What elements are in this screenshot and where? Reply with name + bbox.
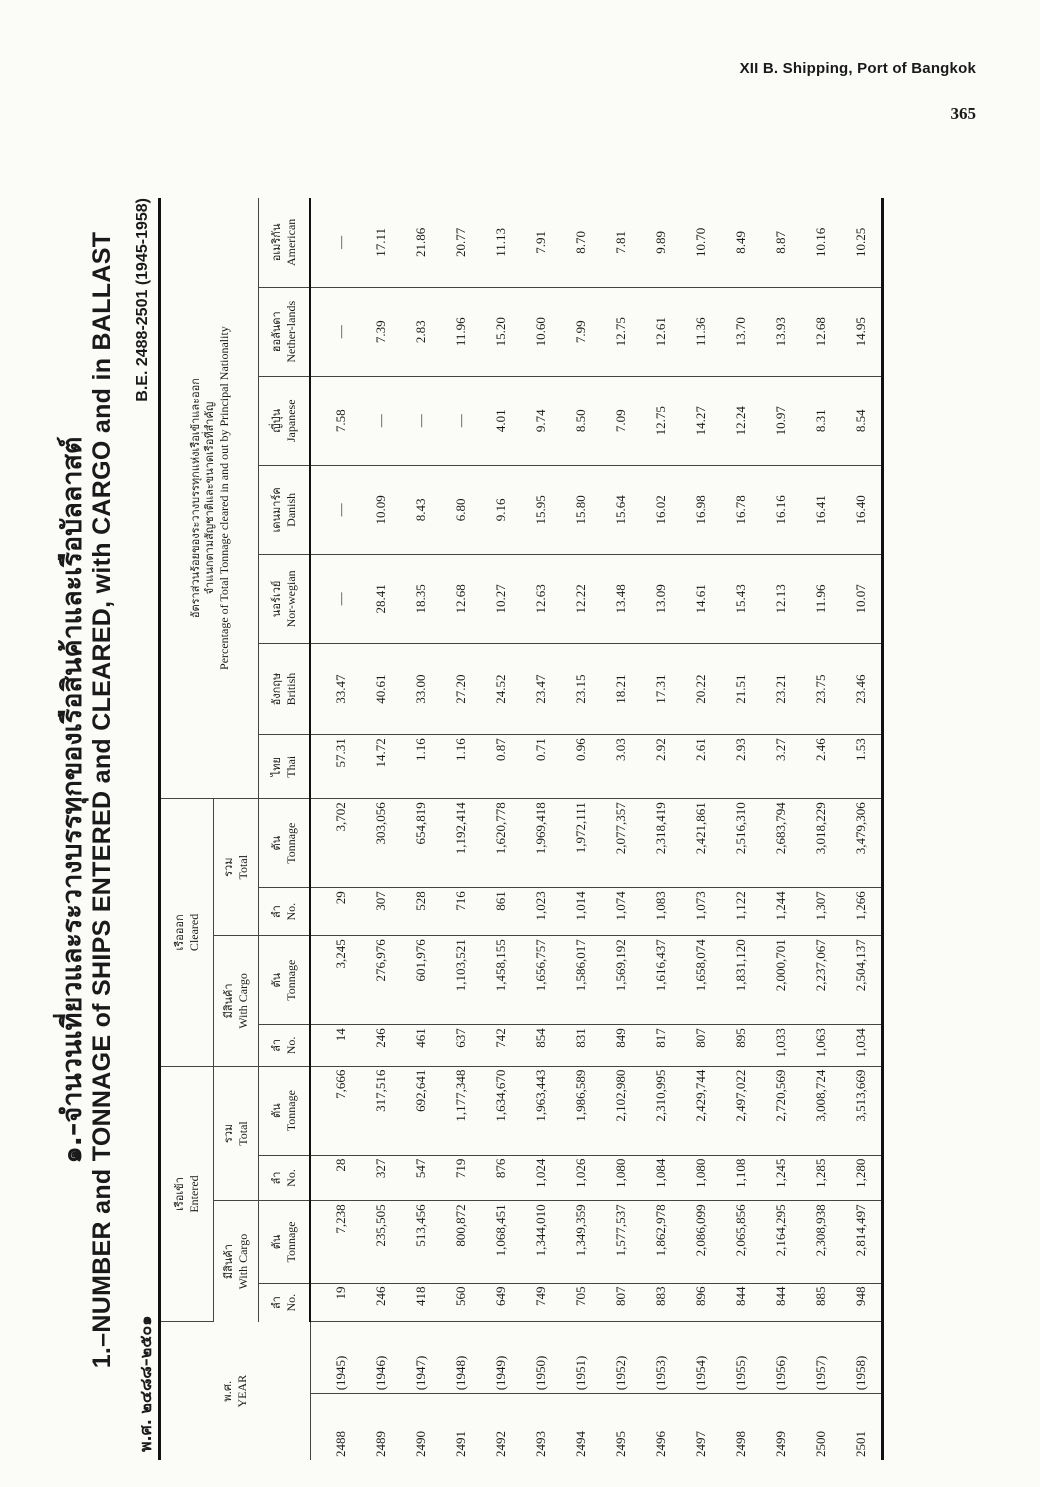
cell-en-t-t: 2,310,995 [641,1066,681,1155]
title-thai: ๑.–จำนวนเที่ยวและระวางบรรทุกของเรือสินค้าและเรือบัลลาสต์ [57,436,88,1164]
cell-en-t-t: 2,429,744 [681,1066,721,1155]
cell-american: 7.81 [601,198,641,287]
cell-cl-t-t: 1,972,111 [561,799,601,888]
table-row [761,198,801,1460]
cell-british: 33.00 [401,643,441,734]
cell-be: 2501 [853,1431,868,1457]
cell-en-c-no: 418 [401,1283,441,1322]
cell-ad: (1952) [601,1322,641,1394]
cell-en-c-t: 1,349,359 [561,1201,601,1283]
cell-ad: (1957) [801,1322,841,1394]
tonnage-header: ตัน Tonnage [259,1066,311,1155]
cell-norwegian: 12.13 [761,554,801,643]
cell-be: 2500 [813,1431,828,1457]
cell-en-c-t: 2,086,099 [681,1201,721,1283]
cell-danish: 15.64 [601,465,641,554]
cell-en-t-t: 1,986,589 [561,1066,601,1155]
cell-cl-c-no: 1,033 [761,1025,801,1066]
cell-netherlands: 10.60 [521,287,561,376]
cell-cl-c-no: 895 [721,1025,761,1066]
cell-be: 2495 [613,1431,628,1457]
cell-cl-t-no: 1,014 [561,888,601,936]
cell-american: 11.13 [481,198,521,287]
cell-thai: 0.87 [481,735,521,799]
table-row [310,198,361,1460]
cell-ad: (1953) [641,1322,681,1394]
cell-american: 20.77 [441,198,481,287]
cell-en-c-t: 1,068,451 [481,1201,521,1283]
cell-british: 17.31 [641,643,681,734]
cell-be: 2489 [373,1431,388,1457]
cell-japanese: — [401,376,441,465]
cell-thai: 2.92 [641,735,681,799]
title-english: 1.–NUMBER and TONNAGE of SHIPS ENTERED and CLEARED, with CARGO and in BALLAST [88,231,116,1369]
cell-cl-t-t: 654,819 [401,799,441,888]
cell-en-c-no: 649 [481,1283,521,1322]
cell-en-t-t: 1,634,670 [481,1066,521,1155]
cell-cl-t-no: 1,023 [521,888,561,936]
cell-en-c-t: 1,862,978 [641,1201,681,1283]
cell-en-t-no: 1,084 [641,1155,681,1201]
cell-cl-c-t: 1,656,757 [521,936,561,1025]
cell-en-t-t: 3,008,724 [801,1066,841,1155]
no-header: ลำ No. [259,888,311,936]
cell-cl-t-no: 1,307 [801,888,841,936]
cell-en-c-t: 800,872 [441,1201,481,1283]
cell-cl-c-t: 601,976 [401,936,441,1025]
cleared-with-cargo-header: มีสินค้า With Cargo [214,936,259,1066]
cell-netherlands: 7.99 [561,287,601,376]
cell-en-t-t: 1,963,443 [521,1066,561,1155]
cell-cl-c-no: 742 [481,1025,521,1066]
cell-ad: (1955) [721,1322,761,1394]
cell-cl-c-no: 461 [401,1025,441,1066]
cell-japanese: 4.01 [481,376,521,465]
table-row [721,198,761,1460]
cell-japanese: 9.74 [521,376,561,465]
cell-be: 2497 [693,1431,708,1457]
cell-en-t-no: 28 [310,1155,361,1201]
cell-en-c-no: 246 [361,1283,401,1322]
cell-en-c-no: 19 [310,1283,361,1322]
cell-cl-t-t: 2,318,419 [641,799,681,888]
year-header: พ.ศ. YEAR [160,1322,311,1460]
cell-en-c-t: 7,238 [310,1201,361,1283]
cell-en-c-no: 896 [681,1283,721,1322]
tonnage-header: ตัน Tonnage [259,936,311,1025]
cell-british: 18.21 [601,643,641,734]
cell-norwegian: 13.48 [601,554,641,643]
entered-total-header: รวม Total [214,1066,259,1201]
cell-japanese: 8.31 [801,376,841,465]
no-header: ลำ No. [259,1283,311,1322]
cell-cl-t-no: 1,074 [601,888,641,936]
cell-cl-t-no: 29 [310,888,361,936]
cell-cl-c-no: 246 [361,1025,401,1066]
cell-cl-c-no: 807 [681,1025,721,1066]
cell-cl-c-no: 637 [441,1025,481,1066]
cell-en-t-no: 1,285 [801,1155,841,1201]
entered-header: เรือเข้า Entered [160,1066,214,1322]
cell-en-t-no: 719 [441,1155,481,1201]
cell-be: 2491 [453,1431,468,1457]
cell-british: 24.52 [481,643,521,734]
cell-thai: 2.93 [721,735,761,799]
table-row [681,198,721,1460]
cell-american: 9.89 [641,198,681,287]
cell-en-t-t: 317,516 [361,1066,401,1155]
rotated-table-block [50,140,990,1460]
cell-norwegian: 28.41 [361,554,401,643]
cell-thai: 0.71 [521,735,561,799]
cell-en-c-no: 844 [721,1283,761,1322]
cell-american: 21.86 [401,198,441,287]
cell-american: — [310,198,361,287]
cell-ad: (1945) [310,1322,361,1394]
cell-norwegian: 10.27 [481,554,521,643]
shipping-table [158,198,884,1460]
cell-danish: 15.95 [521,465,561,554]
cell-cl-t-no: 861 [481,888,521,936]
cell-netherlands: 11.96 [441,287,481,376]
cell-cl-c-no: 831 [561,1025,601,1066]
nationality-header-american: อเมริกัน American [259,198,311,287]
tonnage-header: ตัน Tonnage [259,1201,311,1283]
cell-british: 23.47 [521,643,561,734]
cell-british: 23.15 [561,643,601,734]
cell-netherlands: 13.70 [721,287,761,376]
table-row [601,198,641,1460]
cell-cl-c-t: 2,504,137 [841,936,883,1025]
cell-british: 27.20 [441,643,481,734]
table-row [481,198,521,1460]
cell-cl-t-no: 528 [401,888,441,936]
nationality-header-british: อังกฤษ British [259,643,311,734]
cell-cl-t-no: 1,122 [721,888,761,936]
cell-be: 2496 [653,1431,668,1457]
cell-cl-t-t: 1,620,778 [481,799,521,888]
cell-japanese: — [441,376,481,465]
cell-en-c-t: 2,065,856 [721,1201,761,1283]
nationality-header-netherlands: ฮอลันดา Nether-lands [259,287,311,376]
cell-en-t-t: 1,177,348 [441,1066,481,1155]
cell-cl-c-no: 849 [601,1025,641,1066]
cell-be: 2498 [733,1431,748,1457]
cell-japanese: 12.75 [641,376,681,465]
cell-en-t-no: 547 [401,1155,441,1201]
cell-cl-c-t: 1,616,437 [641,936,681,1025]
cell-american: 10.16 [801,198,841,287]
cell-en-t-no: 327 [361,1155,401,1201]
cleared-total-header: รวม Total [214,799,259,936]
cell-cl-c-no: 1,034 [841,1025,883,1066]
percentage-header: อัตราส่วนร้อยของระวางบรรทุกแห่งเรือเข้าและออก จำแนกตามสัญชาติและขนาดเรือที่สำคัญ Percentage of Total Tonnage cleared in and out by Principal Nationality [160,198,259,799]
cell-cl-t-t: 303,056 [361,799,401,888]
cell-en-c-no: 807 [601,1283,641,1322]
cell-en-t-no: 1,080 [601,1155,641,1201]
cell-danish: 16.98 [681,465,721,554]
cell-japanese: 12.24 [721,376,761,465]
cell-ad: (1956) [761,1322,801,1394]
cell-cl-t-no: 1,266 [841,888,883,936]
cell-thai: 14.72 [361,735,401,799]
cell-norwegian: 12.63 [521,554,561,643]
cell-en-t-t: 692,641 [401,1066,441,1155]
cell-en-c-no: 948 [841,1283,883,1322]
cell-cl-c-t: 1,831,120 [721,936,761,1025]
cell-en-c-t: 2,308,938 [801,1201,841,1283]
cell-be: 2493 [533,1431,548,1457]
cell-british: 20.22 [681,643,721,734]
table-row [641,198,681,1460]
cell-netherlands: 15.20 [481,287,521,376]
cell-cl-c-t: 1,658,074 [681,936,721,1025]
table-row [561,198,601,1460]
tonnage-header: ตัน Tonnage [259,799,311,888]
cell-netherlands: 12.75 [601,287,641,376]
cell-japanese: 14.27 [681,376,721,465]
cell-american: 17.11 [361,198,401,287]
cell-cl-c-t: 1,103,521 [441,936,481,1025]
cell-netherlands: 14.95 [841,287,883,376]
cell-american: 8.70 [561,198,601,287]
cell-norwegian: 18.35 [401,554,441,643]
cell-cl-t-t: 1,969,418 [521,799,561,888]
cell-cl-c-t: 2,000,701 [761,936,801,1025]
section-header: XII B. Shipping, Port of Bangkok [739,60,976,77]
cell-cl-t-t: 1,192,414 [441,799,481,888]
cell-cl-c-no: 854 [521,1025,561,1066]
cell-thai: 2.46 [801,735,841,799]
cell-en-t-t: 3,513,669 [841,1066,883,1155]
cell-thai: 1.16 [441,735,481,799]
cell-cl-t-t: 2,516,310 [721,799,761,888]
cell-american: 7.91 [521,198,561,287]
cell-japanese: 7.09 [601,376,641,465]
cell-ad: (1949) [481,1322,521,1394]
cell-cl-t-t: 2,421,861 [681,799,721,888]
cell-en-t-no: 1,245 [761,1155,801,1201]
cell-be: 2494 [573,1431,588,1457]
cell-danish: 16.16 [761,465,801,554]
cell-thai: 57.31 [310,735,361,799]
cell-en-t-no: 1,024 [521,1155,561,1201]
period-english: B.E. 2488-2501 (1945-1958) [134,198,151,402]
cell-en-t-no: 1,026 [561,1155,601,1201]
cell-ad: (1947) [401,1322,441,1394]
no-header: ลำ No. [259,1025,311,1066]
cell-japanese: 8.50 [561,376,601,465]
cell-danish: 6.80 [441,465,481,554]
nationality-header-norwegian: นอร์เวย์ Nor-wegian [259,554,311,643]
table-body [310,198,883,1460]
cell-norwegian: 12.68 [441,554,481,643]
period-thai: พ.ศ. ๒๔๘๘–๒๕๐๑ [136,1315,155,1452]
cell-en-c-t: 1,577,537 [601,1201,641,1283]
cell-danish: 15.80 [561,465,601,554]
cell-cl-c-t: 3,245 [310,936,361,1025]
cell-cl-t-no: 1,083 [641,888,681,936]
cell-en-t-no: 876 [481,1155,521,1201]
cell-netherlands: 11.36 [681,287,721,376]
cell-cl-t-no: 1,073 [681,888,721,936]
table-row [801,198,841,1460]
cell-danish: 8.43 [401,465,441,554]
cell-norwegian: 13.09 [641,554,681,643]
cell-en-c-t: 513,456 [401,1201,441,1283]
table-row [441,198,481,1460]
cell-japanese: 7.58 [310,376,361,465]
cell-en-c-no: 749 [521,1283,561,1322]
cell-danish: 9.16 [481,465,521,554]
cell-cl-t-no: 716 [441,888,481,936]
cell-japanese: — [361,376,401,465]
cell-cl-t-t: 3,479,306 [841,799,883,888]
cell-cl-c-t: 2,237,067 [801,936,841,1025]
cell-ad: (1948) [441,1322,481,1394]
cell-en-c-no: 883 [641,1283,681,1322]
cell-en-c-no: 705 [561,1283,601,1322]
cell-norwegian: 10.07 [841,554,883,643]
cell-british: 23.75 [801,643,841,734]
cell-british: 23.21 [761,643,801,734]
cell-en-t-t: 7,666 [310,1066,361,1155]
table-row [401,198,441,1460]
cell-netherlands: 12.61 [641,287,681,376]
cell-cl-t-no: 1,244 [761,888,801,936]
cleared-header: เรือออก Cleared [160,799,214,1066]
cell-thai: 3.27 [761,735,801,799]
cell-en-t-no: 1,280 [841,1155,883,1201]
cell-thai: 1.16 [401,735,441,799]
entered-with-cargo-header: มีสินค้า With Cargo [214,1201,259,1322]
nationality-header-danish: เดนมาร์ค Danish [259,465,311,554]
page-number: 365 [950,104,976,123]
cell-en-t-t: 2,720,569 [761,1066,801,1155]
cell-en-c-t: 235,505 [361,1201,401,1283]
cell-norwegian: 15.43 [721,554,761,643]
cell-en-t-no: 1,108 [721,1155,761,1201]
cell-netherlands: 7.39 [361,287,401,376]
cell-netherlands: 2.83 [401,287,441,376]
cell-british: 40.61 [361,643,401,734]
cell-cl-c-no: 817 [641,1025,681,1066]
cell-en-t-t: 2,497,022 [721,1066,761,1155]
cell-cl-c-t: 1,458,155 [481,936,521,1025]
nationality-header-thai: ไทย Thai [259,735,311,799]
cell-british: 21.51 [721,643,761,734]
cell-netherlands: — [310,287,361,376]
cell-thai: 1.53 [841,735,883,799]
no-header: ลำ No. [259,1155,311,1201]
cell-ad: (1954) [681,1322,721,1394]
cell-danish: 16.41 [801,465,841,554]
cell-danish: 16.40 [841,465,883,554]
cell-danish: 10.09 [361,465,401,554]
cell-ad: (1950) [521,1322,561,1394]
cell-thai: 2.61 [681,735,721,799]
cell-ad: (1951) [561,1322,601,1394]
cell-thai: 3.03 [601,735,641,799]
cell-british: 33.47 [310,643,361,734]
cell-en-c-no: 844 [761,1283,801,1322]
cell-netherlands: 12.68 [801,287,841,376]
cell-cl-t-t: 3,702 [310,799,361,888]
cell-american: 10.70 [681,198,721,287]
cell-cl-t-t: 2,683,794 [761,799,801,888]
cell-japanese: 8.54 [841,376,883,465]
cell-norwegian: 11.96 [801,554,841,643]
cell-american: 10.25 [841,198,883,287]
cell-danish: 16.78 [721,465,761,554]
cell-japanese: 10.97 [761,376,801,465]
cell-cl-c-no: 14 [310,1025,361,1066]
cell-be: 2499 [773,1431,788,1457]
cell-norwegian: 12.22 [561,554,601,643]
cell-british: 23.46 [841,643,883,734]
cell-en-c-t: 1,344,010 [521,1201,561,1283]
table-row [841,198,883,1460]
cell-american: 8.49 [721,198,761,287]
cell-en-c-t: 2,164,295 [761,1201,801,1283]
cell-en-t-no: 1,080 [681,1155,721,1201]
cell-cl-c-t: 1,569,192 [601,936,641,1025]
cell-en-c-t: 2,814,497 [841,1201,883,1283]
cell-american: 8.87 [761,198,801,287]
cell-cl-c-t: 1,586,017 [561,936,601,1025]
cell-en-t-t: 2,102,980 [601,1066,641,1155]
cell-netherlands: 13.93 [761,287,801,376]
cell-cl-c-t: 276,976 [361,936,401,1025]
table-row [361,198,401,1460]
cell-en-c-no: 885 [801,1283,841,1322]
cell-be: 2488 [332,1431,348,1457]
cell-norwegian: — [310,554,361,643]
cell-cl-t-t: 2,077,357 [601,799,641,888]
cell-be: 2490 [413,1431,428,1457]
cell-norwegian: 14.61 [681,554,721,643]
cell-thai: 0.96 [561,735,601,799]
cell-cl-c-no: 1,063 [801,1025,841,1066]
cell-en-c-no: 560 [441,1283,481,1322]
cell-danish: 16.02 [641,465,681,554]
cell-danish: — [310,465,361,554]
cell-be: 2492 [493,1431,508,1457]
nationality-header-japanese: ญี่ปุ่น Japanese [259,376,311,465]
cell-ad: (1958) [841,1322,883,1394]
cell-cl-t-t: 3,018,229 [801,799,841,888]
table-row [521,198,561,1460]
cell-cl-t-no: 307 [361,888,401,936]
cell-ad: (1946) [361,1322,401,1394]
